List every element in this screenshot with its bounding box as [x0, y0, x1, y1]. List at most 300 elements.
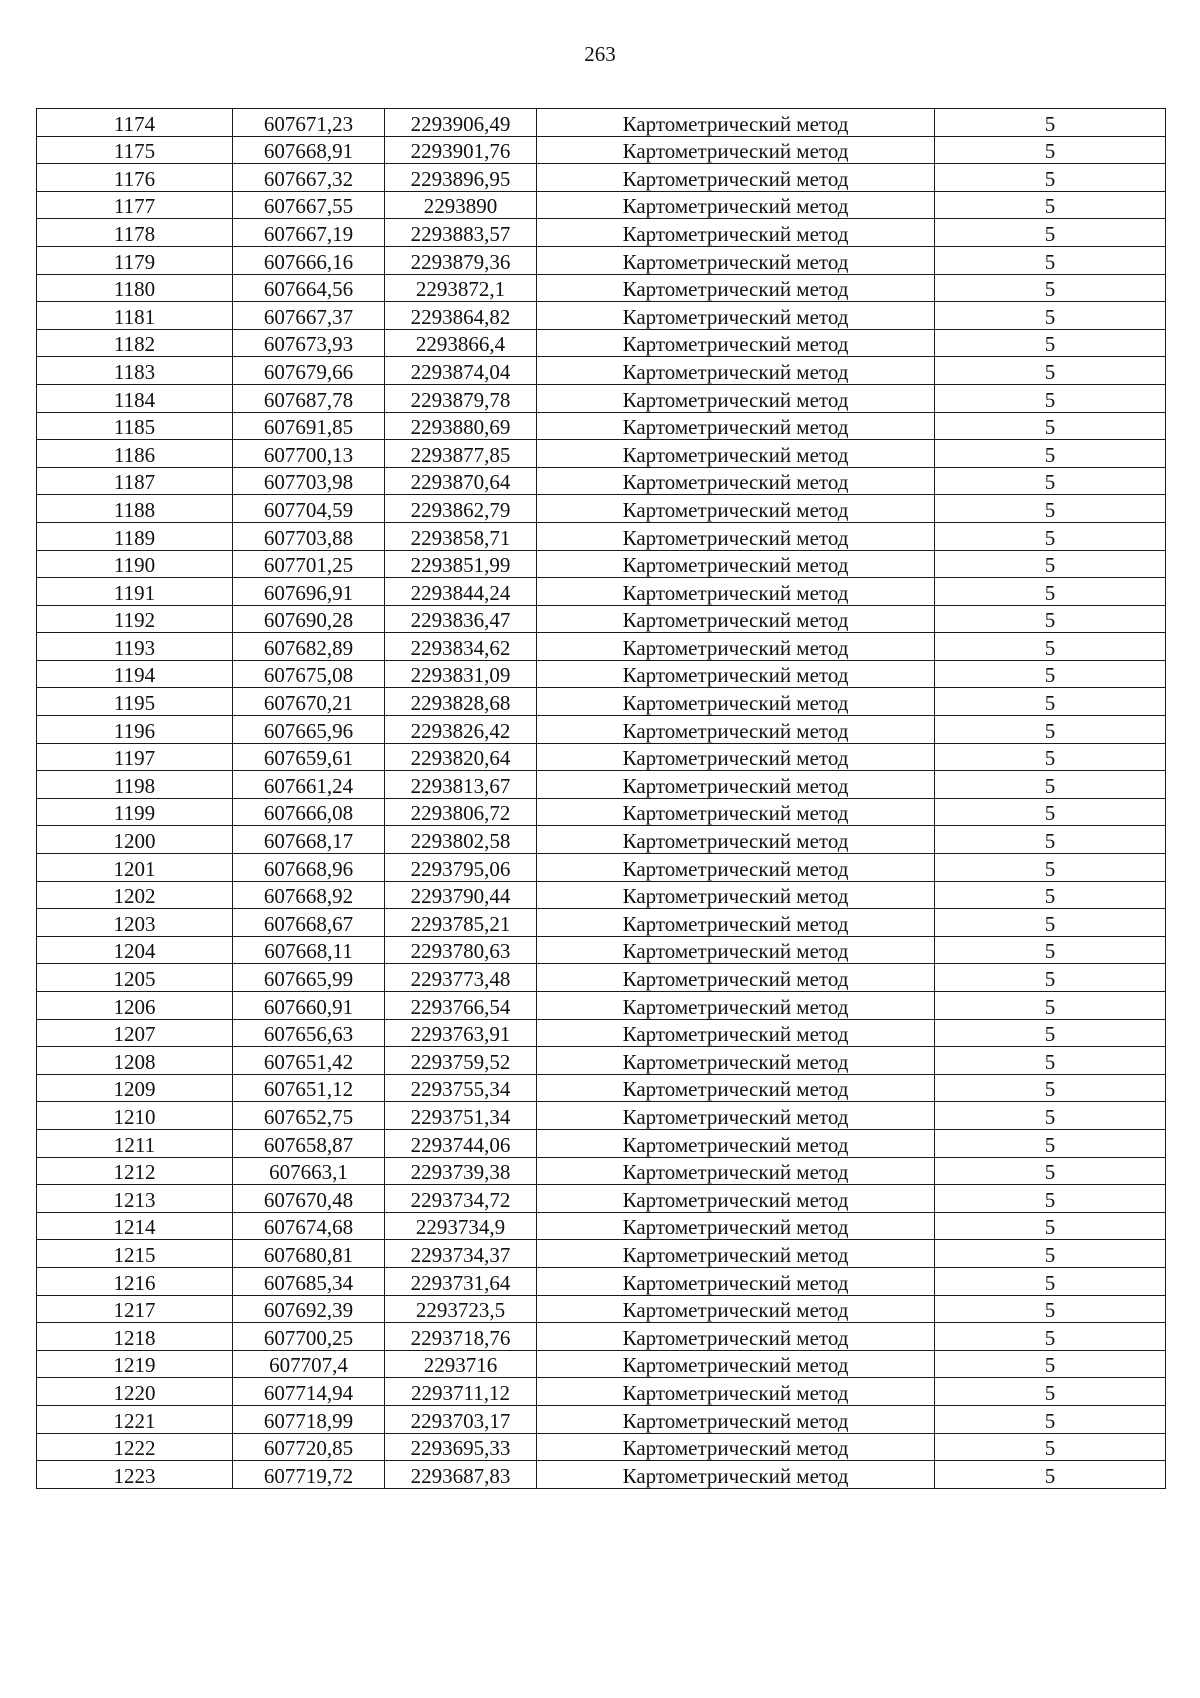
table-row	[37, 798, 1166, 826]
accuracy-cell: 5	[935, 412, 1166, 440]
table-row	[37, 881, 1166, 909]
table-row	[37, 1405, 1166, 1433]
x-coordinate-cell: 607667,55	[233, 191, 385, 219]
x-coordinate-cell: 607668,11	[233, 936, 385, 964]
method-cell: Картометрический метод	[537, 605, 935, 633]
accuracy-cell: 5	[935, 302, 1166, 330]
accuracy-cell: 5	[935, 1323, 1166, 1351]
page-number: 263	[584, 42, 616, 66]
x-coordinate-cell: 607692,39	[233, 1295, 385, 1323]
point-number-cell: 1207	[37, 1019, 233, 1047]
method-cell: Картометрический метод	[537, 384, 935, 412]
point-number-cell: 1214	[37, 1212, 233, 1240]
x-coordinate-cell: 607668,96	[233, 854, 385, 882]
point-number-cell: 1215	[37, 1240, 233, 1268]
x-coordinate-cell: 607714,94	[233, 1378, 385, 1406]
method-cell: Картометрический метод	[537, 881, 935, 909]
point-number-cell: 1178	[37, 219, 233, 247]
x-coordinate-cell: 607668,17	[233, 826, 385, 854]
y-coordinate-cell: 2293828,68	[385, 688, 537, 716]
table-row	[37, 1240, 1166, 1268]
accuracy-cell: 5	[935, 578, 1166, 606]
table-row	[37, 1433, 1166, 1461]
x-coordinate-cell: 607673,93	[233, 329, 385, 357]
table-row	[37, 578, 1166, 606]
accuracy-cell: 5	[935, 136, 1166, 164]
method-cell: Картометрический метод	[537, 1129, 935, 1157]
accuracy-cell: 5	[935, 467, 1166, 495]
accuracy-cell: 5	[935, 1240, 1166, 1268]
y-coordinate-cell: 2293802,58	[385, 826, 537, 854]
y-coordinate-cell: 2293834,62	[385, 633, 537, 661]
point-number-cell: 1202	[37, 881, 233, 909]
point-number-cell: 1180	[37, 274, 233, 302]
y-coordinate-cell: 2293785,21	[385, 909, 537, 937]
point-number-cell: 1196	[37, 716, 233, 744]
method-cell: Картометрический метод	[537, 440, 935, 468]
y-coordinate-cell: 2293864,82	[385, 302, 537, 330]
accuracy-cell: 5	[935, 191, 1166, 219]
y-coordinate-cell: 2293890	[385, 191, 537, 219]
y-coordinate-cell: 2293759,52	[385, 1047, 537, 1075]
y-coordinate-cell: 2293751,34	[385, 1102, 537, 1130]
table-row	[37, 854, 1166, 882]
y-coordinate-cell: 2293763,91	[385, 1019, 537, 1047]
table-row	[37, 1323, 1166, 1351]
accuracy-cell: 5	[935, 909, 1166, 937]
point-number-cell: 1174	[37, 109, 233, 137]
accuracy-cell: 5	[935, 495, 1166, 523]
coordinates-table	[36, 108, 1166, 1489]
point-number-cell: 1186	[37, 440, 233, 468]
y-coordinate-cell: 2293866,4	[385, 329, 537, 357]
x-coordinate-cell: 607687,78	[233, 384, 385, 412]
accuracy-cell: 5	[935, 1185, 1166, 1213]
table-row	[37, 412, 1166, 440]
y-coordinate-cell: 2293906,49	[385, 109, 537, 137]
accuracy-cell: 5	[935, 1461, 1166, 1489]
accuracy-cell: 5	[935, 605, 1166, 633]
y-coordinate-cell: 2293790,44	[385, 881, 537, 909]
y-coordinate-cell: 2293734,9	[385, 1212, 537, 1240]
method-cell: Картометрический метод	[537, 964, 935, 992]
x-coordinate-cell: 607720,85	[233, 1433, 385, 1461]
method-cell: Картометрический метод	[537, 578, 935, 606]
table-row	[37, 936, 1166, 964]
point-number-cell: 1210	[37, 1102, 233, 1130]
point-number-cell: 1198	[37, 771, 233, 799]
y-coordinate-cell: 2293703,17	[385, 1405, 537, 1433]
point-number-cell: 1184	[37, 384, 233, 412]
y-coordinate-cell: 2293695,33	[385, 1433, 537, 1461]
point-number-cell: 1206	[37, 992, 233, 1020]
x-coordinate-cell: 607656,63	[233, 1019, 385, 1047]
x-coordinate-cell: 607667,19	[233, 219, 385, 247]
method-cell: Картометрический метод	[537, 688, 935, 716]
accuracy-cell: 5	[935, 854, 1166, 882]
point-number-cell: 1212	[37, 1157, 233, 1185]
method-cell: Картометрический метод	[537, 633, 935, 661]
x-coordinate-cell: 607701,25	[233, 550, 385, 578]
x-coordinate-cell: 607663,1	[233, 1157, 385, 1185]
point-number-cell: 1209	[37, 1074, 233, 1102]
y-coordinate-cell: 2293813,67	[385, 771, 537, 799]
x-coordinate-cell: 607704,59	[233, 495, 385, 523]
table-row	[37, 274, 1166, 302]
table-row	[37, 1350, 1166, 1378]
x-coordinate-cell: 607664,56	[233, 274, 385, 302]
table-row	[37, 495, 1166, 523]
y-coordinate-cell: 2293880,69	[385, 412, 537, 440]
point-number-cell: 1175	[37, 136, 233, 164]
accuracy-cell: 5	[935, 826, 1166, 854]
y-coordinate-cell: 2293773,48	[385, 964, 537, 992]
table-row	[37, 909, 1166, 937]
accuracy-cell: 5	[935, 1074, 1166, 1102]
table-row	[37, 384, 1166, 412]
y-coordinate-cell: 2293901,76	[385, 136, 537, 164]
point-number-cell: 1216	[37, 1267, 233, 1295]
point-number-cell: 1208	[37, 1047, 233, 1075]
method-cell: Картометрический метод	[537, 1323, 935, 1351]
accuracy-cell: 5	[935, 522, 1166, 550]
table-row	[37, 164, 1166, 192]
y-coordinate-cell: 2293858,71	[385, 522, 537, 550]
method-cell: Картометрический метод	[537, 522, 935, 550]
y-coordinate-cell: 2293879,78	[385, 384, 537, 412]
method-cell: Картометрический метод	[537, 1378, 935, 1406]
x-coordinate-cell: 607719,72	[233, 1461, 385, 1489]
accuracy-cell: 5	[935, 1433, 1166, 1461]
y-coordinate-cell: 2293731,64	[385, 1267, 537, 1295]
point-number-cell: 1222	[37, 1433, 233, 1461]
point-number-cell: 1182	[37, 329, 233, 357]
accuracy-cell: 5	[935, 550, 1166, 578]
x-coordinate-cell: 607680,81	[233, 1240, 385, 1268]
table-row	[37, 605, 1166, 633]
y-coordinate-cell: 2293711,12	[385, 1378, 537, 1406]
y-coordinate-cell: 2293844,24	[385, 578, 537, 606]
point-number-cell: 1213	[37, 1185, 233, 1213]
point-number-cell: 1219	[37, 1350, 233, 1378]
point-number-cell: 1201	[37, 854, 233, 882]
y-coordinate-cell: 2293870,64	[385, 467, 537, 495]
method-cell: Картометрический метод	[537, 771, 935, 799]
method-cell: Картометрический метод	[537, 1461, 935, 1489]
method-cell: Картометрический метод	[537, 1240, 935, 1268]
accuracy-cell: 5	[935, 1267, 1166, 1295]
point-number-cell: 1191	[37, 578, 233, 606]
x-coordinate-cell: 607703,98	[233, 467, 385, 495]
point-number-cell: 1190	[37, 550, 233, 578]
x-coordinate-cell: 607718,99	[233, 1405, 385, 1433]
y-coordinate-cell: 2293851,99	[385, 550, 537, 578]
y-coordinate-cell: 2293734,72	[385, 1185, 537, 1213]
y-coordinate-cell: 2293836,47	[385, 605, 537, 633]
y-coordinate-cell: 2293780,63	[385, 936, 537, 964]
point-number-cell: 1199	[37, 798, 233, 826]
table-row	[37, 964, 1166, 992]
x-coordinate-cell: 607674,68	[233, 1212, 385, 1240]
y-coordinate-cell: 2293820,64	[385, 743, 537, 771]
point-number-cell: 1203	[37, 909, 233, 937]
y-coordinate-cell: 2293795,06	[385, 854, 537, 882]
table-row	[37, 302, 1166, 330]
x-coordinate-cell: 607652,75	[233, 1102, 385, 1130]
method-cell: Картометрический метод	[537, 136, 935, 164]
point-number-cell: 1179	[37, 246, 233, 274]
point-number-cell: 1185	[37, 412, 233, 440]
accuracy-cell: 5	[935, 1405, 1166, 1433]
method-cell: Картометрический метод	[537, 550, 935, 578]
point-number-cell: 1192	[37, 605, 233, 633]
y-coordinate-cell: 2293766,54	[385, 992, 537, 1020]
point-number-cell: 1200	[37, 826, 233, 854]
accuracy-cell: 5	[935, 164, 1166, 192]
method-cell: Картометрический метод	[537, 412, 935, 440]
method-cell: Картометрический метод	[537, 191, 935, 219]
y-coordinate-cell: 2293806,72	[385, 798, 537, 826]
accuracy-cell: 5	[935, 1129, 1166, 1157]
table-row	[37, 1019, 1166, 1047]
method-cell: Картометрический метод	[537, 716, 935, 744]
table-row	[37, 191, 1166, 219]
x-coordinate-cell: 607703,88	[233, 522, 385, 550]
table-row	[37, 688, 1166, 716]
method-cell: Картометрический метод	[537, 1295, 935, 1323]
table-row	[37, 1212, 1166, 1240]
table-row	[37, 246, 1166, 274]
y-coordinate-cell: 2293879,36	[385, 246, 537, 274]
y-coordinate-cell: 2293872,1	[385, 274, 537, 302]
method-cell: Картометрический метод	[537, 1405, 935, 1433]
method-cell: Картометрический метод	[537, 1074, 935, 1102]
y-coordinate-cell: 2293723,5	[385, 1295, 537, 1323]
accuracy-cell: 5	[935, 1019, 1166, 1047]
method-cell: Картометрический метод	[537, 495, 935, 523]
y-coordinate-cell: 2293687,83	[385, 1461, 537, 1489]
table-row	[37, 716, 1166, 744]
accuracy-cell: 5	[935, 1102, 1166, 1130]
accuracy-cell: 5	[935, 357, 1166, 385]
point-number-cell: 1218	[37, 1323, 233, 1351]
accuracy-cell: 5	[935, 771, 1166, 799]
accuracy-cell: 5	[935, 660, 1166, 688]
accuracy-cell: 5	[935, 274, 1166, 302]
table-row	[37, 743, 1166, 771]
table-row	[37, 1461, 1166, 1489]
x-coordinate-cell: 607691,85	[233, 412, 385, 440]
y-coordinate-cell: 2293874,04	[385, 357, 537, 385]
accuracy-cell: 5	[935, 992, 1166, 1020]
point-number-cell: 1188	[37, 495, 233, 523]
point-number-cell: 1195	[37, 688, 233, 716]
accuracy-cell: 5	[935, 633, 1166, 661]
x-coordinate-cell: 607666,08	[233, 798, 385, 826]
y-coordinate-cell: 2293896,95	[385, 164, 537, 192]
accuracy-cell: 5	[935, 109, 1166, 137]
accuracy-cell: 5	[935, 384, 1166, 412]
table-row	[37, 1185, 1166, 1213]
method-cell: Картометрический метод	[537, 1157, 935, 1185]
method-cell: Картометрический метод	[537, 274, 935, 302]
table-row	[37, 467, 1166, 495]
x-coordinate-cell: 607707,4	[233, 1350, 385, 1378]
accuracy-cell: 5	[935, 1378, 1166, 1406]
method-cell: Картометрический метод	[537, 743, 935, 771]
table-row	[37, 1047, 1166, 1075]
accuracy-cell: 5	[935, 219, 1166, 247]
method-cell: Картометрический метод	[537, 164, 935, 192]
table-row	[37, 1074, 1166, 1102]
point-number-cell: 1187	[37, 467, 233, 495]
x-coordinate-cell: 607668,91	[233, 136, 385, 164]
x-coordinate-cell: 607700,13	[233, 440, 385, 468]
method-cell: Картометрический метод	[537, 1433, 935, 1461]
method-cell: Картометрический метод	[537, 329, 935, 357]
point-number-cell: 1204	[37, 936, 233, 964]
table-row	[37, 1267, 1166, 1295]
point-number-cell: 1211	[37, 1129, 233, 1157]
y-coordinate-cell: 2293716	[385, 1350, 537, 1378]
x-coordinate-cell: 607668,92	[233, 881, 385, 909]
x-coordinate-cell: 607651,12	[233, 1074, 385, 1102]
point-number-cell: 1189	[37, 522, 233, 550]
table-row	[37, 633, 1166, 661]
table-row	[37, 109, 1166, 137]
table-row	[37, 1157, 1166, 1185]
method-cell: Картометрический метод	[537, 1350, 935, 1378]
accuracy-cell: 5	[935, 936, 1166, 964]
x-coordinate-cell: 607671,23	[233, 109, 385, 137]
accuracy-cell: 5	[935, 1157, 1166, 1185]
table-row	[37, 522, 1166, 550]
accuracy-cell: 5	[935, 1350, 1166, 1378]
accuracy-cell: 5	[935, 743, 1166, 771]
accuracy-cell: 5	[935, 881, 1166, 909]
accuracy-cell: 5	[935, 716, 1166, 744]
x-coordinate-cell: 607658,87	[233, 1129, 385, 1157]
x-coordinate-cell: 607696,91	[233, 578, 385, 606]
x-coordinate-cell: 607670,21	[233, 688, 385, 716]
x-coordinate-cell: 607665,99	[233, 964, 385, 992]
table-row	[37, 1295, 1166, 1323]
x-coordinate-cell: 607700,25	[233, 1323, 385, 1351]
x-coordinate-cell: 607679,66	[233, 357, 385, 385]
x-coordinate-cell: 607670,48	[233, 1185, 385, 1213]
method-cell: Картометрический метод	[537, 1267, 935, 1295]
method-cell: Картометрический метод	[537, 357, 935, 385]
x-coordinate-cell: 607685,34	[233, 1267, 385, 1295]
method-cell: Картометрический метод	[537, 219, 935, 247]
x-coordinate-cell: 607668,67	[233, 909, 385, 937]
y-coordinate-cell: 2293734,37	[385, 1240, 537, 1268]
point-number-cell: 1194	[37, 660, 233, 688]
table-row	[37, 219, 1166, 247]
point-number-cell: 1193	[37, 633, 233, 661]
y-coordinate-cell: 2293739,38	[385, 1157, 537, 1185]
x-coordinate-cell: 607661,24	[233, 771, 385, 799]
table-row	[37, 826, 1166, 854]
y-coordinate-cell: 2293883,57	[385, 219, 537, 247]
method-cell: Картометрический метод	[537, 660, 935, 688]
point-number-cell: 1220	[37, 1378, 233, 1406]
table-row	[37, 771, 1166, 799]
method-cell: Картометрический метод	[537, 1047, 935, 1075]
table-row	[37, 136, 1166, 164]
x-coordinate-cell: 607665,96	[233, 716, 385, 744]
x-coordinate-cell: 607667,32	[233, 164, 385, 192]
point-number-cell: 1205	[37, 964, 233, 992]
table-row	[37, 1378, 1166, 1406]
table-row	[37, 660, 1166, 688]
method-cell: Картометрический метод	[537, 1019, 935, 1047]
method-cell: Картометрический метод	[537, 826, 935, 854]
accuracy-cell: 5	[935, 246, 1166, 274]
x-coordinate-cell: 607651,42	[233, 1047, 385, 1075]
y-coordinate-cell: 2293755,34	[385, 1074, 537, 1102]
point-number-cell: 1197	[37, 743, 233, 771]
x-coordinate-cell: 607666,16	[233, 246, 385, 274]
method-cell: Картометрический метод	[537, 302, 935, 330]
table-row	[37, 1129, 1166, 1157]
point-number-cell: 1221	[37, 1405, 233, 1433]
point-number-cell: 1181	[37, 302, 233, 330]
accuracy-cell: 5	[935, 1212, 1166, 1240]
x-coordinate-cell: 607667,37	[233, 302, 385, 330]
method-cell: Картометрический метод	[537, 109, 935, 137]
method-cell: Картометрический метод	[537, 854, 935, 882]
table-row	[37, 992, 1166, 1020]
coordinates-table-body	[37, 109, 1166, 1489]
method-cell: Картометрический метод	[537, 936, 935, 964]
accuracy-cell: 5	[935, 964, 1166, 992]
accuracy-cell: 5	[935, 329, 1166, 357]
table-row	[37, 329, 1166, 357]
table-row	[37, 357, 1166, 385]
x-coordinate-cell: 607690,28	[233, 605, 385, 633]
x-coordinate-cell: 607675,08	[233, 660, 385, 688]
x-coordinate-cell: 607682,89	[233, 633, 385, 661]
method-cell: Картометрический метод	[537, 1212, 935, 1240]
x-coordinate-cell: 607659,61	[233, 743, 385, 771]
point-number-cell: 1223	[37, 1461, 233, 1489]
y-coordinate-cell: 2293718,76	[385, 1323, 537, 1351]
y-coordinate-cell: 2293826,42	[385, 716, 537, 744]
accuracy-cell: 5	[935, 798, 1166, 826]
accuracy-cell: 5	[935, 1047, 1166, 1075]
point-number-cell: 1183	[37, 357, 233, 385]
method-cell: Картометрический метод	[537, 909, 935, 937]
table-row	[37, 1102, 1166, 1130]
table-row	[37, 550, 1166, 578]
method-cell: Картометрический метод	[537, 1102, 935, 1130]
method-cell: Картометрический метод	[537, 246, 935, 274]
accuracy-cell: 5	[935, 688, 1166, 716]
y-coordinate-cell: 2293877,85	[385, 440, 537, 468]
accuracy-cell: 5	[935, 440, 1166, 468]
method-cell: Картометрический метод	[537, 1185, 935, 1213]
point-number-cell: 1217	[37, 1295, 233, 1323]
y-coordinate-cell: 2293862,79	[385, 495, 537, 523]
point-number-cell: 1177	[37, 191, 233, 219]
table-row	[37, 440, 1166, 468]
method-cell: Картометрический метод	[537, 992, 935, 1020]
accuracy-cell: 5	[935, 1295, 1166, 1323]
y-coordinate-cell: 2293744,06	[385, 1129, 537, 1157]
y-coordinate-cell: 2293831,09	[385, 660, 537, 688]
method-cell: Картометрический метод	[537, 798, 935, 826]
